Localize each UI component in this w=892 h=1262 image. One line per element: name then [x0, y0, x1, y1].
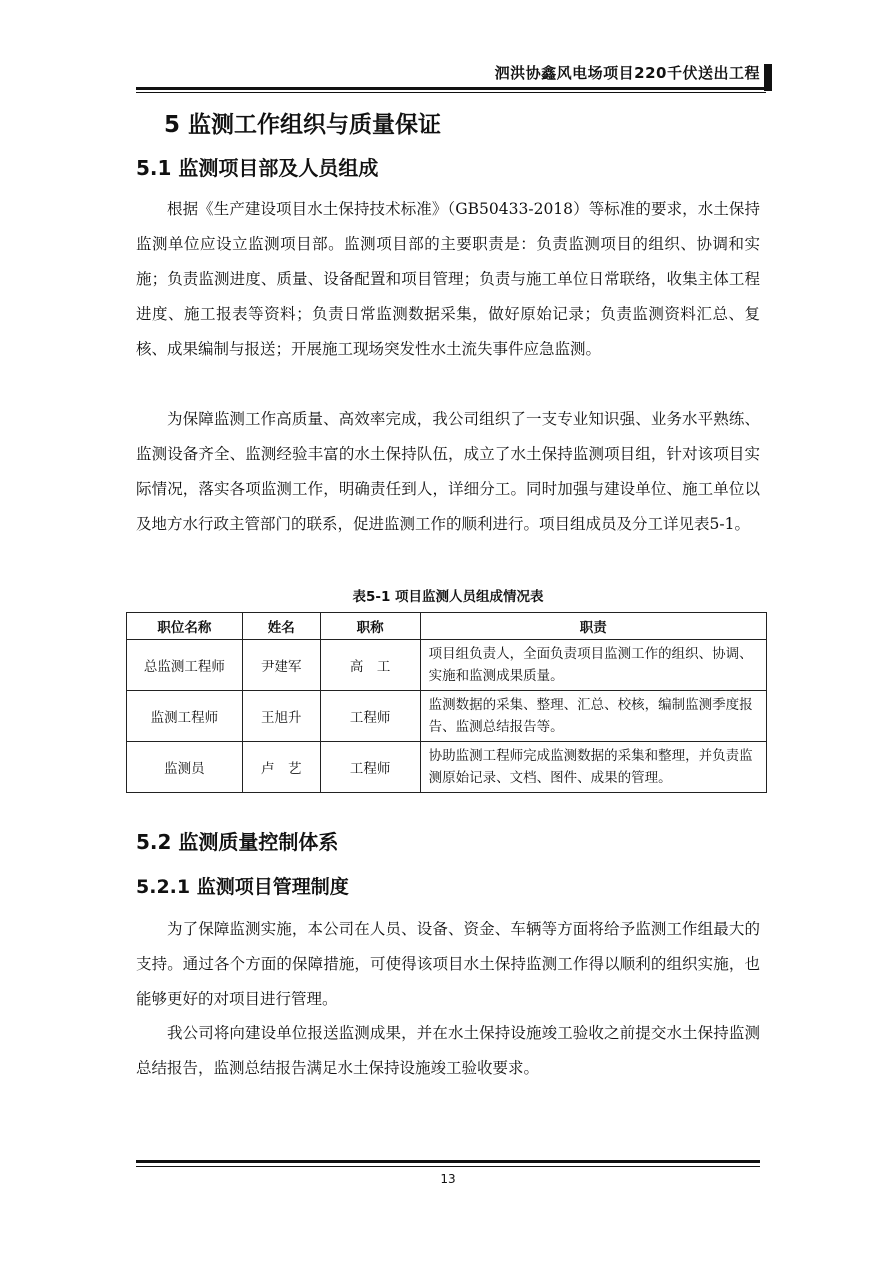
cell-position: 监测员	[127, 742, 243, 793]
table-row	[127, 640, 767, 691]
section-title-5-1: 5.1 监测项目部及人员组成	[136, 156, 379, 180]
cell-name: 尹建军	[242, 640, 320, 691]
running-header-title: 泗洪协鑫风电场项目220千伏送出工程	[494, 64, 760, 82]
cell-duty: 协助监测工程师完成监测数据的采集和整理，并负责监测原始记录、文档、图件、成果的管理。	[420, 742, 766, 793]
table-caption: 表5-1 项目监测人员组成情况表	[352, 589, 544, 605]
column-header-position: 职位名称	[127, 613, 243, 640]
cell-name: 王旭升	[242, 691, 320, 742]
cell-title: 高 工	[320, 640, 420, 691]
column-header-name: 姓名	[242, 613, 320, 640]
cell-position: 总监测工程师	[127, 640, 243, 691]
cell-duty: 项目组负责人，全面负责项目监测工作的组织、协调、实施和监测成果质量。	[420, 640, 766, 691]
footer-rule-thin	[136, 1166, 760, 1167]
cell-position: 监测工程师	[127, 691, 243, 742]
paragraph-5-1-2: 为保障监测工作高质量、高效率完成，我公司组织了一支专业知识强、业务水平熟练、监测设备齐全、监测经验丰富的水土保持队伍，成立了水土保持监测项目组，针对该项目实际情况，落实各项监测工作，明确责任到人，详细分工。同时加强与建设单位、施工单位以及地方水行政主管部门的联系，促进监测工作的顺利进行。项目组成员及分工详见表5-1。	[136, 410, 760, 533]
cell-title: 工程师	[320, 691, 420, 742]
paragraph-5-2-1-1: 为了保障监测实施，本公司在人员、设备、资金、车辆等方面将给予监测工作组最大的支持。通过各个方面的保障措施，可使得该项目水土保持监测工作得以顺利的组织实施，也能够更好的对项目进行管理。	[136, 920, 760, 1008]
footer-rule	[136, 1160, 760, 1163]
chapter-title: 5 监测工作组织与质量保证	[164, 112, 442, 138]
cell-title: 工程师	[320, 742, 420, 793]
page-number: 13	[440, 1172, 456, 1186]
table-row	[127, 742, 767, 793]
staff-table	[126, 612, 767, 793]
header-rule	[136, 87, 766, 90]
paragraph-5-2-1-2: 我公司将向建设单位报送监测成果，并在水土保持设施竣工验收之前提交水土保持监测总结报告，监测总结报告满足水土保持设施竣工验收要求。	[136, 1024, 760, 1077]
cell-name: 卢 艺	[242, 742, 320, 793]
column-header-duty: 职责	[420, 613, 766, 640]
section-title-5-2: 5.2 监测质量控制体系	[136, 830, 339, 854]
table-row	[127, 691, 767, 742]
section-title-5-2-1: 5.2.1 监测项目管理制度	[136, 876, 349, 898]
column-header-title: 职称	[320, 613, 420, 640]
header-rule-thin	[136, 92, 766, 93]
paragraph-5-1-1: 根据《生产建设项目水土保持技术标准》（GB50433-2018）等标准的要求，水土保持监测单位应设立监测项目部。监测项目部的主要职责是：负责监测项目的组织、协调和实施；负责监测进度、质量、设备配置和项目管理；负责与施工单位日常联络，收集主体工程进度、施工报表等资料；负责日常监测数据采集，做好原始记录；负责监测资料汇总、复核、成果编制与报送；开展施工现场突发性水土流失事件应急监测。	[136, 200, 760, 358]
cell-duty: 监测数据的采集、整理、汇总、校核，编制监测季度报告、监测总结报告等。	[420, 691, 766, 742]
table-header-row	[127, 613, 767, 640]
